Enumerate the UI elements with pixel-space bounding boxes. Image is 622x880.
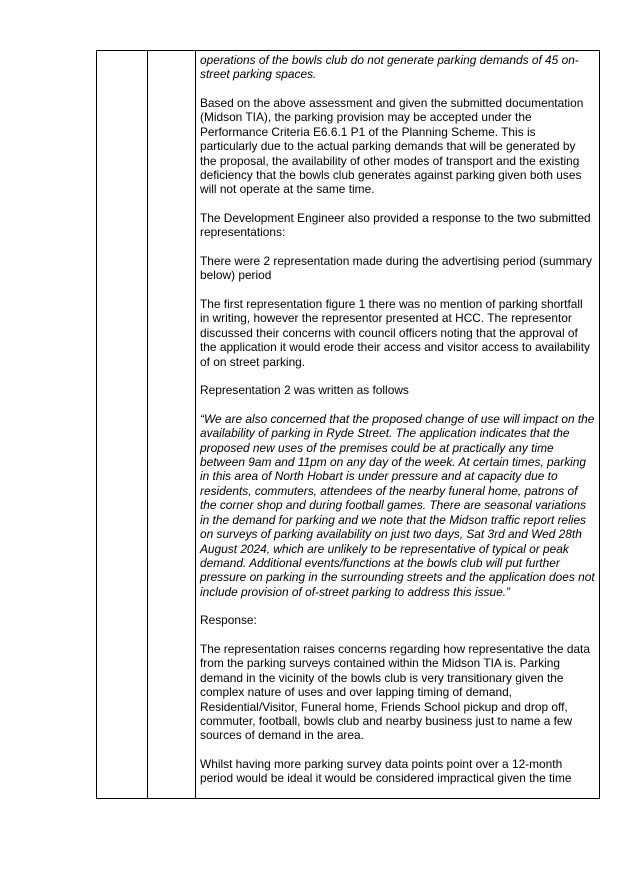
paragraph-representation-2-intro: Representation 2 was written as follows (200, 383, 409, 398)
paragraph-assessment: Based on the above assessment and given the submitted documentation (Midson TIA), the parking provision may be accepted under the Performance Criteria E6.6.1 P1 of the Planning Scheme. This is particularly due to the actual parking demands that will be generated by the proposal, the availability of other modes of transport and the existing deficiency that the bowls club generates against parking given both uses will not operate at the same time. (200, 96, 584, 197)
table-border-top (96, 50, 600, 51)
paragraph-development-engineer: The Development Engineer also provided a response to the two submitted representations: (200, 211, 591, 240)
table-column-divider-1 (147, 50, 148, 799)
paragraph-first-representation: The first representation figure 1 there was no mention of parking shortfall in writing, however the representor presented at HCC. The representor discussed their concerns with council officers noting that the approval of the application it would erode their access and visitor access to availability of on street parking. (200, 297, 590, 369)
paragraph-survey-data: Whilst having more parking survey data points point over a 12-month period would be ideal it would be considered impractical given the time (200, 756, 572, 786)
paragraph-response-heading: Response: (200, 613, 257, 628)
table-column-divider-2 (195, 50, 196, 799)
paragraph-representations-count: There were 2 representation made during the advertising period (summary below) period (200, 254, 592, 283)
table-border-right (599, 50, 600, 799)
table-border-left (96, 50, 97, 799)
table-cell-content (200, 53, 595, 800)
paragraph-representation-2-quote: “We are also concerned that the proposed change of use will impact on the availability of parking in Ryde Street. The application indicates that the proposed new uses of the premises could be at practically any time between 9am and 11pm on any day of the week. At certain times, parking in this area of North Hobart is under pressure and at capacity due to residents, commuters, attendees of the nearby funeral home, patrons of the corner shop and during football games. There are seasonal variations in the demand for parking and we note that the Midson traffic report relies on surveys of parking availability on just two days, Sat 3rd and Wed 28th August 2024, which are unlikely to be representative of typical or peak demand. Additional events/functions at the bowls club will put further pressure on parking in the surrounding streets and the application does not include provision of of-street parking to address this issue.” (200, 411, 595, 599)
paragraph-bowls-club-demand: operations of the bowls club do not generate parking demands of 45 on-street parking spaces. (200, 53, 579, 82)
paragraph-response-body: The representation raises concerns regarding how representative the data from the parking surveys contained within the Midson TIA is. Parking demand in the vicinity of the bowls club is very transitionary given the complex nature of uses and over lapping timing of demand, Residential/Visitor, Funeral home, Friends School pickup and drop off, commuter, football, bowls club and nearby business just to name a few sources of demand in the area. (200, 641, 590, 743)
